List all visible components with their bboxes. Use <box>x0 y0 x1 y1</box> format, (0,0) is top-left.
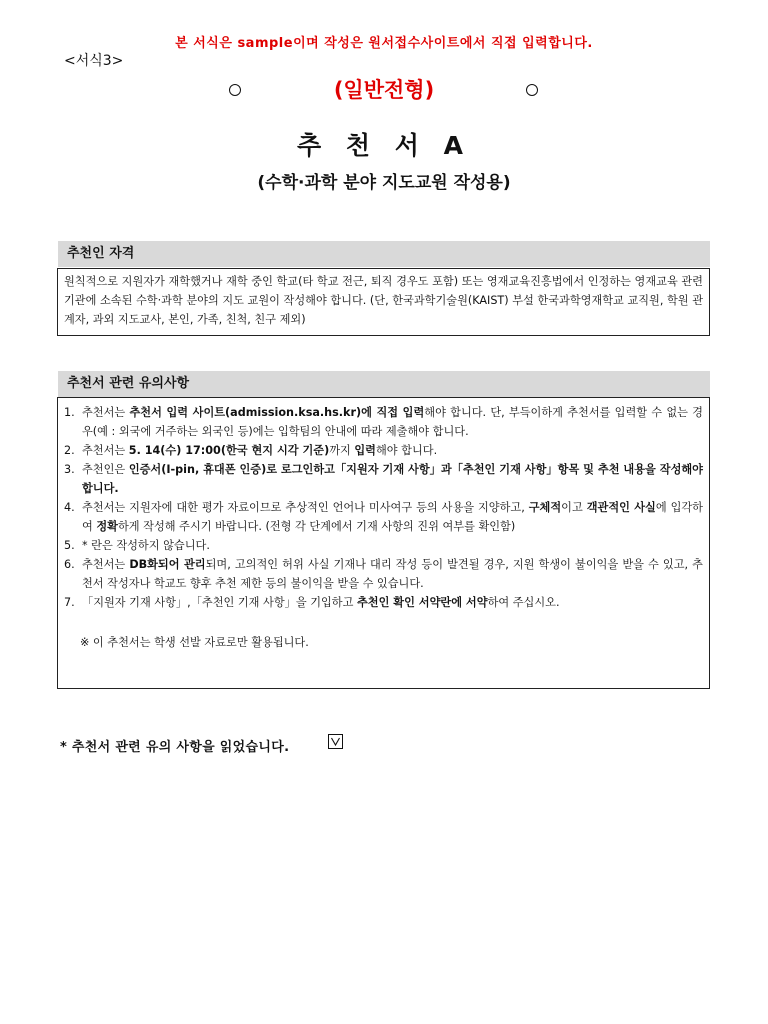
note-text: 「지원자 기재 사항」,「추천인 기재 사항」을 기입하고 <box>82 596 357 609</box>
form-number: <서식3> <box>64 53 124 69</box>
note-text: 이고 <box>561 501 587 514</box>
note-number: 5. <box>64 539 75 552</box>
note-emphasis: DB화되어 관리 <box>129 558 206 571</box>
note-emphasis: 5. 14(수) 17:00(한국 현지 시각 기준) <box>128 444 330 457</box>
note-emphasis: 객관적인 사실 <box>586 501 656 514</box>
notes-list <box>64 403 703 612</box>
note-text: 해야 합니다. 단, 부득이하게 추천서를 입력할 수 없는 경우(예 : 외국에 거주하는 외국인 등)에는 입학팀의 안내에 따라 제출해야 합니다. <box>82 406 703 438</box>
note-item <box>64 593 703 612</box>
qualification-text: 원칙적으로 지원자가 재학했거나 재학 중인 학교(타 학교 전근, 퇴직 경우도 포함) 또는 영재교육진흥법에서 인정하는 영재교육 관련 기관에 소속된 수학·과학 분야의 지도 교원이 작성해야 합니다. (단, 한국과학기술원(KAIST) 부설 한국과학영재학교 교직원, 학원 관계자, 과외 지도교사, 본인, 가족, 친척, 친구 제외) <box>64 275 703 326</box>
notes-heading: 추천서 관련 유의사항 <box>58 371 710 397</box>
document-subtitle: (수학·과학 분야 지도교원 작성용) <box>257 173 511 193</box>
confirm-read-checkbox[interactable] <box>328 734 343 749</box>
note-emphasis: 입력 <box>354 444 376 457</box>
note-item <box>64 555 703 593</box>
note-text: 하여 주십시오. <box>487 596 560 609</box>
notes-box <box>57 397 710 689</box>
note-text: 추천서는 <box>82 444 129 457</box>
note-text: * 란은 작성하지 않습니다. <box>82 539 210 552</box>
checkmark-icon <box>330 736 341 747</box>
note-text: 까지 <box>329 444 355 457</box>
note-emphasis: 추천인 확인 서약란에 서약 <box>356 596 488 609</box>
note-emphasis: 구체적 <box>528 501 562 514</box>
confirm-read-text: * 추천서 관련 유의 사항을 읽었습니다. <box>60 740 290 755</box>
circle-mark-right <box>526 84 538 96</box>
sample-notice: 본 서식은 sample이며 작성은 원서접수사이트에서 직접 입력합니다. <box>175 36 593 51</box>
note-emphasis: 추천서 입력 사이트(admission.ksa.hs.kr)에 직접 입력 <box>129 406 425 419</box>
note-text: 추천서는 <box>82 406 130 419</box>
note-text: 추천서는 <box>82 558 130 571</box>
qualification-heading: 추천인 자격 <box>58 241 710 267</box>
note-item <box>64 403 703 441</box>
qualification-box <box>57 268 710 336</box>
note-number: 4. <box>64 501 75 514</box>
note-number: 1. <box>64 406 75 419</box>
note-item <box>64 460 703 498</box>
note-item <box>64 498 703 536</box>
note-text: 하게 작성해 주시기 바랍니다. (전형 각 단계에서 기재 사항의 진위 여부를 확인함) <box>118 520 516 533</box>
note-emphasis: 정확 <box>96 520 118 533</box>
note-number: 3. <box>64 463 75 476</box>
note-text: 추천서는 지원자에 대한 평가 자료이므로 추상적인 언어나 미사여구 등의 사용을 지양하고, <box>82 501 529 514</box>
note-text: 되며, 고의적인 허위 사실 기재나 대리 작성 등이 발견될 경우, 지원 학생이 불이익을 받을 수 있고, 추천서 작성자나 학교도 향후 추천 제한 등의 불이익을 받을 수 있습니다. <box>82 558 703 590</box>
note-item <box>64 536 703 555</box>
note-text: 해야 합니다. <box>376 444 438 457</box>
note-emphasis: 인증서(I-pin, 휴대폰 인증)로 로그인하고「지원자 기재 사항」과「추천인 기재 사항」항목 및 추천 내용을 작성해야 합니다. <box>82 463 703 495</box>
footnote: ※ 이 추천서는 학생 선발 자료로만 활용됩니다. <box>80 636 309 649</box>
note-item <box>64 441 703 460</box>
note-number: 7. <box>64 596 75 609</box>
admission-track: (일반전형) <box>333 78 435 102</box>
note-number: 2. <box>64 444 75 457</box>
document-title: 추 천 서 A <box>297 131 471 160</box>
note-number: 6. <box>64 558 75 571</box>
note-text: 에 입각하여 <box>82 501 703 533</box>
note-text: 추천인은 <box>82 463 129 476</box>
